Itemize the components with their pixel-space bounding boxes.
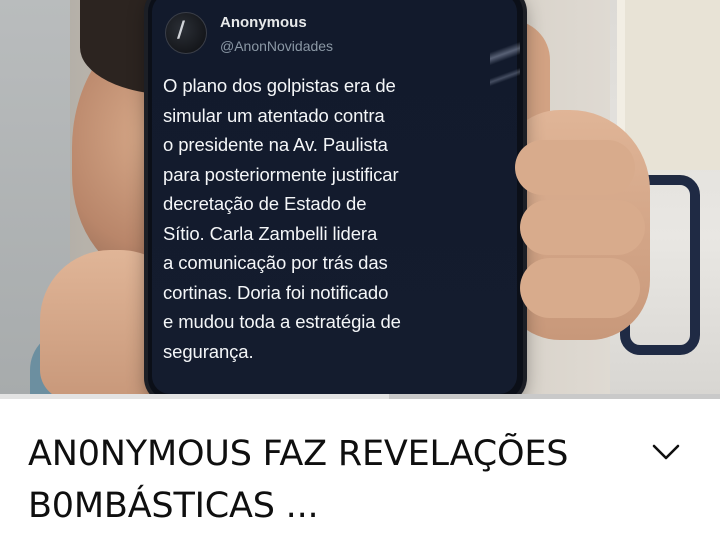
tweet-handle: @AnonNovidades xyxy=(220,38,334,54)
chevron-down-icon[interactable] xyxy=(650,440,682,464)
tweet-display-name: Anonymous xyxy=(220,14,307,31)
presenter-finger xyxy=(520,258,640,318)
tweet-text: O plano dos golpistas era de simular um atentado contra o presidente na Av. Paulista para posteriormente justificar decretação de Estado de Sítio. Carla Zambelli lidera a comunicação por trás das cortinas. Doria foi notificado e mudou toda a estratégia de segurança. xyxy=(163,75,401,362)
progress-buffered xyxy=(0,394,389,399)
anonymous-mask-icon: / xyxy=(177,18,186,43)
tweet-avatar xyxy=(165,12,207,54)
screen-crack xyxy=(490,0,520,120)
video-progress-bar[interactable] xyxy=(0,394,720,399)
presenter-finger xyxy=(515,140,635,195)
presenter-finger xyxy=(520,200,645,255)
video-title[interactable]: AN0NYMOUS FAZ REVELAÇÕES B0MBÁSTICAS ... xyxy=(28,434,569,526)
